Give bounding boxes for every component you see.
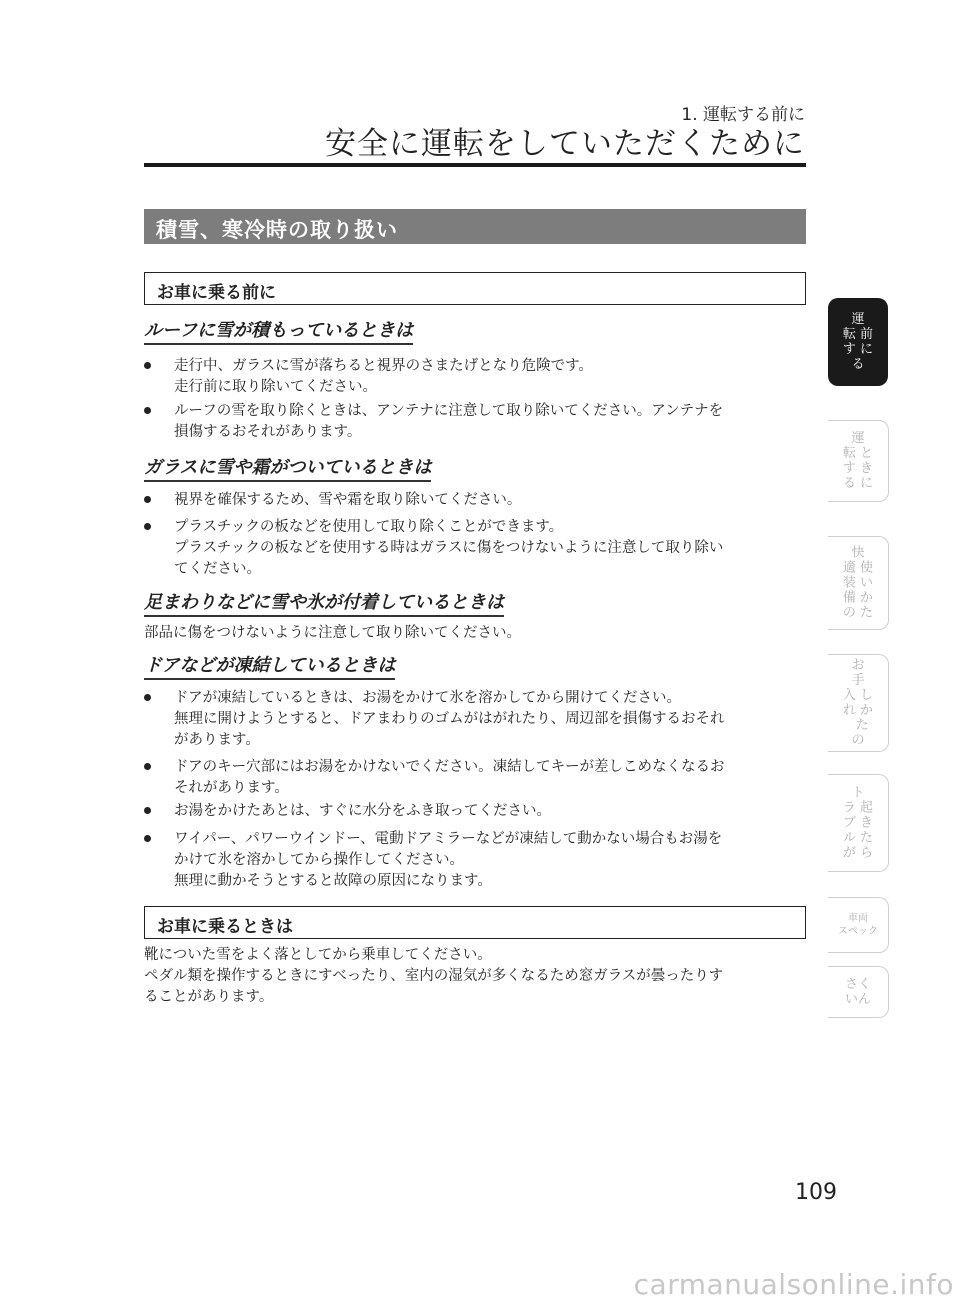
list-item-line: かけて氷を溶かしてから操作してください。 (174, 852, 464, 868)
subheading-roof-snow: ルーフに雪が積もっているときは (144, 320, 413, 345)
tab-label: 運 転 前 す に る (842, 312, 874, 372)
tab-label: さく いん (844, 977, 872, 1007)
tab-specifications[interactable] (828, 897, 889, 953)
list-item-line: ドアが凍結しているときは、お湯をかけて氷を溶かしてから開けてください。 (174, 690, 682, 706)
box-heading-before-entering (144, 272, 806, 305)
list-item (144, 757, 804, 799)
list-item-line: お湯をかけたあとは、すぐに水分をふき取ってください。 (174, 803, 551, 819)
tab-before-driving[interactable] (828, 298, 888, 386)
list-item (144, 801, 804, 822)
paragraph: 部品に傷をつけないように注意して取り除いてください。 (144, 625, 521, 641)
list-item-line: ワイパー、パワーウインドー、電動ドアミラーなどが凍結して動かない場合もお湯を (174, 831, 723, 847)
subheading-glass-frost: ガラスに雪や霜がついているときは (144, 457, 431, 482)
chapter-label: 1. 運転する前に (681, 105, 805, 125)
paragraph-line: ることがあります。 (144, 989, 274, 1005)
list-item (144, 490, 804, 511)
section-heading-bar (144, 209, 806, 244)
paragraph-line: ペダル類を操作するときにすべったり、室内の湿気が多くなるため窓ガラスが曇ったりす (144, 968, 724, 984)
paragraph-line: 靴についた雪をよく落としてから乗車してください。 (144, 947, 492, 963)
box-heading-text: お車に乗るときは (157, 917, 293, 937)
bullet-icon (144, 807, 151, 814)
box-heading-text: お車に乗る前に (157, 283, 276, 303)
subheading-underbody-ice: 足まわりなどに雪や氷が付着しているときは (144, 592, 504, 617)
list-item-line: ルーフの雪を取り除くときは、アンテナに注意して取り除いてください。アンテナを (174, 403, 724, 419)
tab-label: 運 転 と す き る に (842, 431, 874, 491)
subheading-door-frozen: ドアなどが凍結しているときは (144, 655, 395, 680)
bullet-icon (144, 523, 151, 530)
list-item-line: 走行前に取り除いてください。 (174, 379, 377, 395)
list-item-line: プラスチックの板などを使用する時はガラスに傷をつけないように注意して取り除い (174, 540, 724, 556)
bullet-icon (144, 362, 151, 369)
page-title: 安全に運転をしていただくために (325, 126, 805, 162)
list-item-line: てください。 (174, 561, 261, 577)
tab-index[interactable] (828, 966, 889, 1018)
bullet-icon (144, 763, 151, 770)
tab-label: 車両 スペック (838, 913, 878, 937)
section-heading: 積雪、寒冷時の取り扱い (156, 218, 398, 242)
list-item-line: があります。 (174, 732, 260, 748)
list-item-line: ドアのキー穴部にはお湯をかけないでください。凍結してキーが差しこめなくなるお (174, 759, 725, 775)
page-number: 109 (795, 1180, 837, 1205)
list-item (144, 356, 804, 398)
list-item (144, 829, 804, 892)
tab-maintenance[interactable] (828, 654, 889, 752)
tab-comfort-equipment[interactable] (828, 536, 889, 630)
tab-label: お 手 入 し れ か た の (842, 658, 874, 748)
bullet-icon (144, 694, 151, 701)
box-heading-when-entering (144, 906, 806, 939)
paragraph (144, 945, 804, 1008)
list-item (144, 688, 804, 751)
list-item-line: それがあります。 (174, 780, 289, 796)
watermark: carmanualsonline.info (633, 1268, 954, 1301)
tab-troubleshooting[interactable] (828, 774, 889, 872)
list-item-line: 視界を確保するため、雪や霜を取り除いてください。 (174, 492, 522, 508)
list-item (144, 517, 804, 580)
bullet-icon (144, 496, 151, 503)
list-item-line: 無理に動かそうとすると故障の原因になります。 (174, 873, 492, 889)
tab-label: ト ラ 起 ブ き ル た が ら (842, 785, 874, 861)
list-item-line: 損傷するおそれがあります。 (174, 424, 362, 440)
list-item-line: 走行中、ガラスに雪が落ちると視界のさまたげとなり危険です。 (174, 358, 593, 374)
tab-when-driving[interactable] (828, 420, 889, 502)
bullet-icon (144, 835, 151, 842)
list-item (144, 401, 804, 443)
bullet-icon (144, 407, 151, 414)
tab-label: 快 適 使 装 い 備 か の た (842, 545, 874, 621)
list-item-line: プラスチックの板などを使用して取り除くことができます。 (174, 519, 564, 535)
list-item-line: 無理に開けようとすると、ドアまわりのゴムがはがれたり、周辺部を損傷するおそれ (174, 711, 725, 727)
header-divider (144, 163, 806, 167)
